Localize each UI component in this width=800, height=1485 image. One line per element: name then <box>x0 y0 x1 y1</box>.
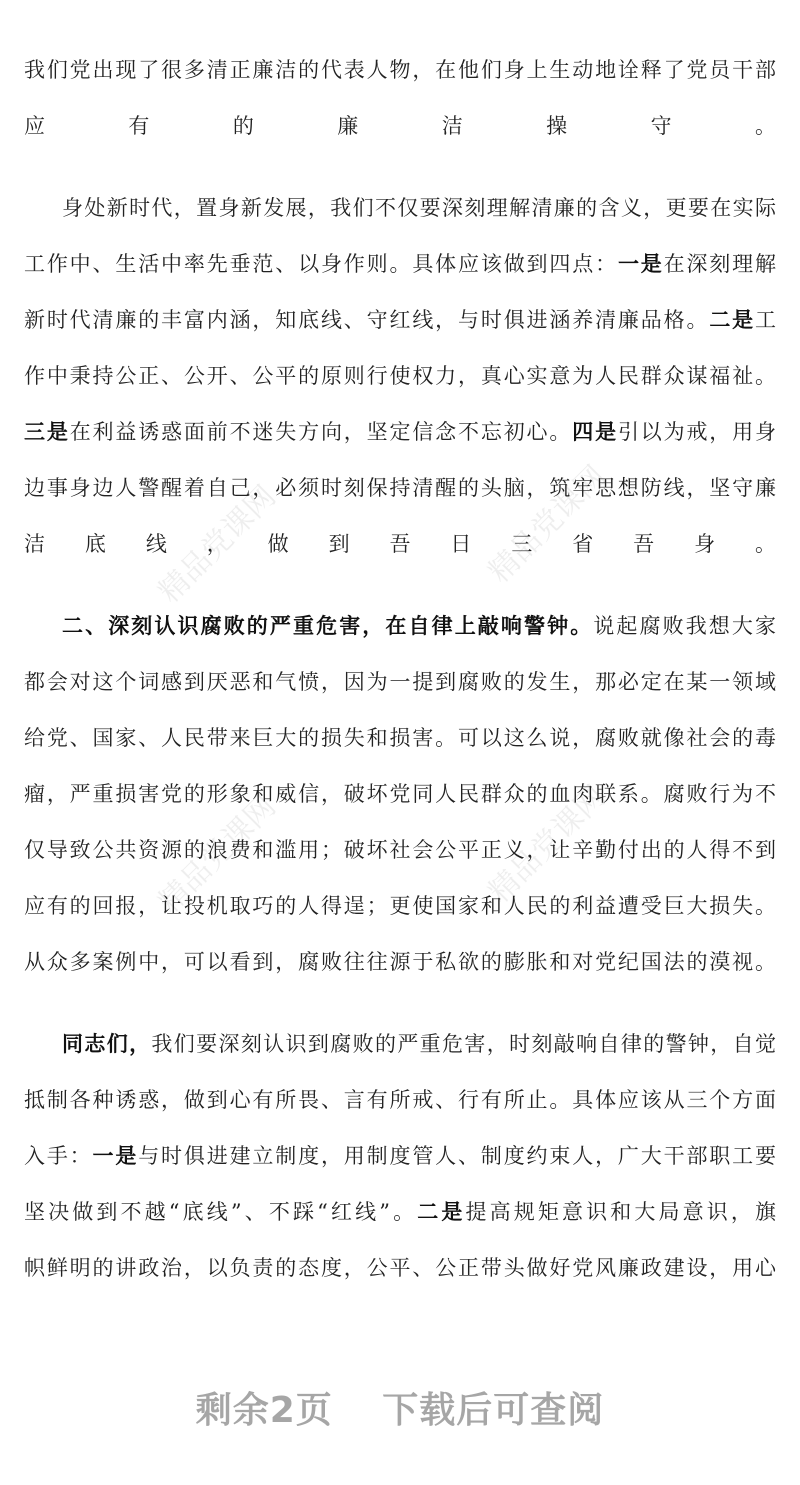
text-line <box>24 1072 776 1128</box>
text: 应有的回报，让投机取巧的人得逞；更使国家和人民的利益遭受巨大损失。 <box>24 894 776 918</box>
watermark: 精品党课网 <box>152 789 283 920</box>
text-line <box>24 1184 776 1240</box>
text: 应有的廉洁操守。 <box>24 114 776 138</box>
text-line <box>24 654 776 710</box>
bold-text: 一是 <box>92 1143 139 1168</box>
text-line <box>24 98 776 154</box>
text: 从众多案例中，可以看到，腐败往往源于私欲的膨胀和对党纪国法的漠视。 <box>24 950 776 974</box>
text-line <box>24 710 776 766</box>
bold-text: 同志们， <box>62 1031 152 1056</box>
bold-text: 三是 <box>24 419 70 444</box>
text: 都会对这个词感到厌恶和气愤，因为一提到腐败的发生，那必定在某一领域 <box>24 670 776 694</box>
watermark: 精品党课网 <box>482 779 613 910</box>
text-line <box>24 460 776 516</box>
text: 边事身边人警醒着自己，必须时刻保持清醒的头脑，筑牢思想防线，坚守廉 <box>24 476 776 500</box>
watermark: 精品党课网 <box>482 459 613 590</box>
text: 在利益诱惑面前不迷失方向，坚定信念不忘初心。 <box>69 420 573 444</box>
text-line <box>24 404 776 460</box>
text-line <box>24 1016 776 1072</box>
text-line <box>24 348 776 404</box>
text: 帜鲜明的讲政治，以负责的态度，公平、公正带头做好党风廉政建设，用心 <box>24 1256 776 1280</box>
text-line <box>24 180 776 236</box>
text: 入手： <box>24 1144 93 1168</box>
text: 我们党出现了很多清正廉洁的代表人物，在他们身上生动地诠释了党员干部 <box>24 58 776 82</box>
text-line <box>24 598 776 654</box>
text-line <box>24 822 776 878</box>
text-line <box>24 42 776 98</box>
text: 工作中、生活中率先垂范、以身作则。具体应该做到四点： <box>24 252 618 276</box>
text: 新时代清廉的丰富内涵，知底线、守红线，与时俱进涵养清廉品格。 <box>24 308 710 332</box>
text-line <box>24 236 776 292</box>
remaining-pages-label: 剩余2页 <box>195 1390 333 1431</box>
text: 仅导致公共资源的浪费和滥用；破坏社会公平正义，让辛勤付出的人得不到 <box>24 838 776 862</box>
download-prompt[interactable] <box>0 1382 800 1433</box>
bold-text: 二是 <box>709 307 755 332</box>
text: 我们要深刻认识到腐败的严重危害，时刻敲响自律的警钟，自觉 <box>151 1032 776 1056</box>
text: 坚决做到不越“底线”、不踩“红线”。 <box>24 1200 418 1224</box>
text: 说起腐败我想大家 <box>593 614 777 638</box>
text: 工 <box>755 308 776 332</box>
document-body <box>24 42 776 1296</box>
text-line <box>24 878 776 934</box>
text: 与时俱进建立制度，用制度管人、制度约束人，广大干部职工要 <box>138 1144 776 1168</box>
text-line <box>24 934 776 990</box>
bold-text: 一是 <box>617 251 664 276</box>
text: 洁底线，做到吾日三省吾身。 <box>24 532 776 556</box>
paragraph <box>24 180 776 572</box>
text: 作中秉持公正、公开、公平的原则行使权力，真心实意为人民群众谋福祉。 <box>24 364 776 388</box>
text-line <box>24 516 776 572</box>
paragraph <box>24 42 776 154</box>
text: 引以为戒，用身 <box>617 420 776 444</box>
text: 提高规矩意识和大局意识，旗 <box>465 1200 777 1224</box>
text-line <box>24 292 776 348</box>
paragraph <box>24 1016 776 1296</box>
bold-text: 四是 <box>572 419 618 444</box>
text: 抵制各种诱惑，做到心有所畏、言有所戒、行有所止。具体应该从三个方面 <box>24 1088 776 1112</box>
paragraph <box>24 598 776 990</box>
text-line <box>24 766 776 822</box>
text-line <box>24 1128 776 1184</box>
text: 在深刻理解 <box>663 252 776 276</box>
watermark: 精品党课网 <box>152 479 283 610</box>
bold-text: 二、深刻认识腐败的严重危害，在自律上敲响警钟。 <box>62 613 594 638</box>
download-to-view-label: 下载后可查阅 <box>382 1390 605 1431</box>
text: 身处新时代，置身新发展，我们不仅要深刻理解清廉的含义，更要在实际 <box>62 196 776 220</box>
text: 瘤，严重损害党的形象和威信，破坏党同人民群众的血肉联系。腐败行为不 <box>24 782 776 806</box>
text-line <box>24 1240 776 1296</box>
text: 给党、国家、人民带来巨大的损失和损害。可以这么说，腐败就像社会的毒 <box>24 726 776 750</box>
bold-text: 二是 <box>417 1199 466 1224</box>
